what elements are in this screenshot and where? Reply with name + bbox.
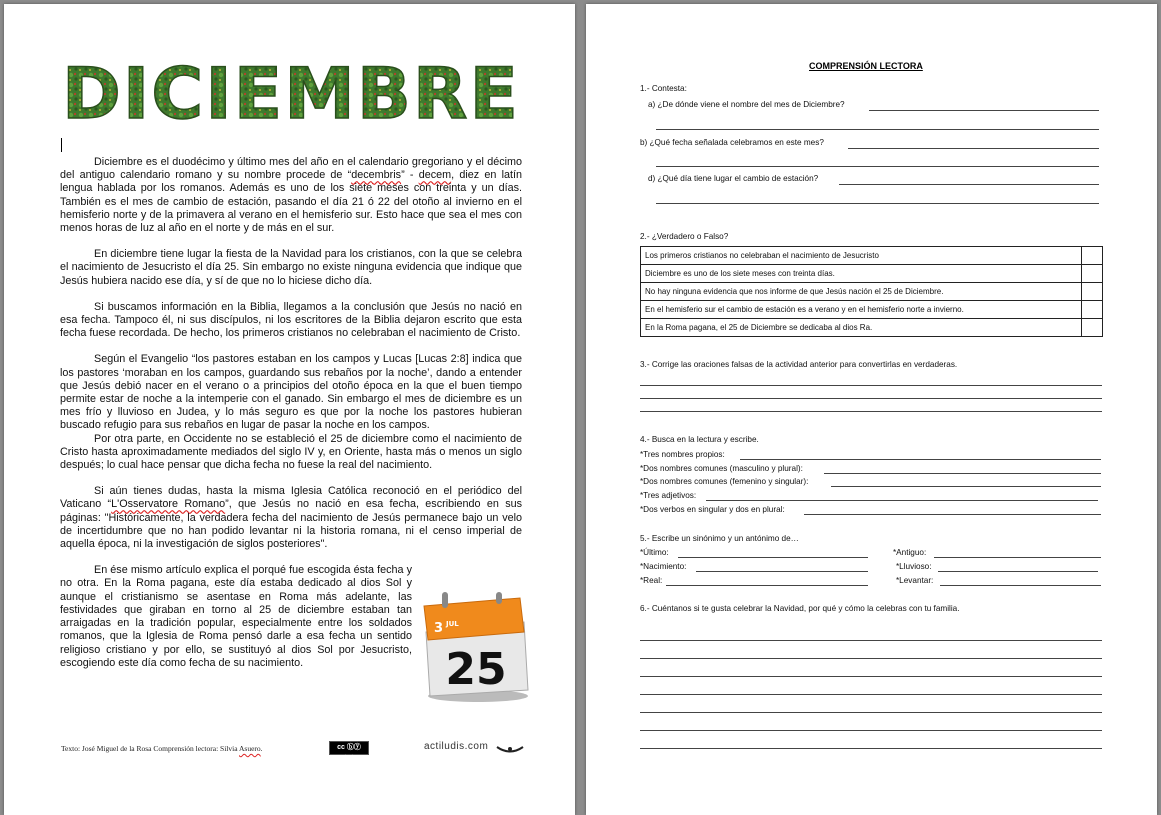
- q4-item: *Dos verbos en singular y dos en plural:: [640, 505, 785, 514]
- answer-line[interactable]: [640, 411, 1102, 412]
- q1-b: b) ¿Qué fecha señalada celebramos en este mes?: [640, 138, 824, 147]
- answer-line[interactable]: [740, 459, 1101, 460]
- q5-item: *Último:: [640, 548, 669, 557]
- title-text: DICIEMBRE: [62, 53, 520, 128]
- calendar-month-abbr: JUL: [446, 620, 459, 628]
- paragraph-6: Si aún tienes dudas, hasta la misma Iglesia Católica reconoció en el periódico del Vaticano “L'Osservatore Romano”, que Jesús no nació en esa fecha, escribiendo en sus páginas: "Históricamente, la verdadera fecha del nacimiento de Jesús permanece bajo un velo de incertidumbre que no han podido levantar ni la historia romana, ni el censo imperial de aquella época, ni la investigación de siglos posteriores".: [60, 485, 522, 551]
- paragraph-1: Diciembre es el duodécimo y último mes del año en el calendario gregoriano y el décimo del antiguo calendario romano y su nombre procede de “decembris” - decem, diez en latín lengua hablada por los romanos. Además es uno de los siete meses con treinta y un días. También es el mes de cambio de estación, pasando el día 21 ó 22 del otoño al invierno en el hemisferio norte y de la primavera al verano en el hemisferio sur. Esto hace que sea el mes con menos horas de luz al año en el norte y de más en el sur.: [60, 156, 522, 235]
- footer-credit: Texto: José Miguel de la Rosa Comprensión lectora: Silvia Asuero.: [61, 744, 263, 753]
- q5-item: *Nacimiento:: [640, 562, 687, 571]
- brand-label: actiludis.com: [424, 741, 489, 752]
- answer-line[interactable]: [938, 571, 1098, 572]
- statement-cell: En el hemisferio sur el cambio de estación es a verano y en el hemisferio norte a invierno.: [641, 301, 1082, 319]
- true-false-table: [640, 246, 1103, 337]
- answer-line[interactable]: [839, 184, 1099, 185]
- answer-line[interactable]: [656, 129, 1099, 130]
- q5-item: *Levantar:: [896, 576, 934, 585]
- statement-cell: Diciembre es uno de los siete meses con treinta días.: [641, 265, 1082, 283]
- answer-box[interactable]: [1082, 301, 1103, 319]
- answer-line[interactable]: [869, 110, 1099, 111]
- answer-line[interactable]: [848, 148, 1099, 149]
- page-right: [586, 4, 1157, 815]
- author-name: Asuero: [239, 744, 261, 753]
- paragraph-7: En ése mismo artículo explica el porqué fue escogida ésta fecha y no otra. En la Roma pagana, este día estaba dedicado al dios Sol y aunque el cristianismo se asentase en Roma más adelante, las festividades que giraban en torno al 25 de diciembre estaban tan arraigadas en la tradición popular, especialmente entre los soldados romanos, que la Iglesia de Roma pensó darle a esa fecha un sentido religioso cristiano y por ello, se sustituyó al dios Sol por Jesucristo, escogiendo este día como fecha de su nacimiento.: [60, 564, 412, 669]
- answer-line[interactable]: [706, 500, 1098, 501]
- statement-cell: Los primeros cristianos no celebraban el nacimiento de Jesucristo: [641, 247, 1082, 265]
- answer-line[interactable]: [640, 398, 1102, 399]
- text-cursor: [61, 138, 62, 152]
- brand-logo-icon: [496, 744, 524, 754]
- answer-line[interactable]: [656, 166, 1099, 167]
- answer-box[interactable]: [1082, 319, 1103, 337]
- answer-box[interactable]: [1082, 265, 1103, 283]
- title-banner: [58, 52, 524, 128]
- table-row: [641, 283, 1103, 301]
- q4-item: *Tres nombres propios:: [640, 450, 725, 459]
- statement-cell: No hay ninguna evidencia que nos informe de que Jesús nación el 25 de Diciembre.: [641, 283, 1082, 301]
- q4-item: *Tres adjetivos:: [640, 491, 697, 500]
- answer-line[interactable]: [696, 571, 868, 572]
- q5-item: *Lluvioso:: [896, 562, 932, 571]
- answer-line[interactable]: [934, 557, 1101, 558]
- q5-item: *Antiguo:: [893, 548, 927, 557]
- calendar-icon: [416, 592, 534, 704]
- spell-underline-word: decembris: [351, 169, 402, 182]
- answer-line[interactable]: [824, 473, 1101, 474]
- q1-d: d) ¿Qué día tiene lugar el cambio de estación?: [648, 174, 819, 183]
- answer-line[interactable]: [640, 640, 1102, 641]
- answer-line[interactable]: [640, 385, 1102, 386]
- q4-heading: 4.- Busca en la lectura y escribe.: [640, 435, 759, 444]
- table-row: [641, 265, 1103, 283]
- answer-line[interactable]: [831, 486, 1101, 487]
- q1-a: a) ¿De dónde viene el nombre del mes de Diciembre?: [648, 100, 845, 109]
- q3-heading: 3.- Corrige las oraciones falsas de la actividad anterior para convertirlas en verdaderas.: [640, 360, 958, 369]
- table-row: [641, 319, 1103, 337]
- answer-line[interactable]: [640, 694, 1102, 695]
- calendar-month-number: 3: [434, 621, 444, 636]
- paragraph-5: Por otra parte, en Occidente no se estableció el 25 de diciembre como el nacimiento de Cristo hasta aproximadamente mediados del siglo IV y, en Oriente, hasta más o menos un siglo después; lo cual hace pensar que dicha fecha no fuese la real del nacimiento.: [60, 432, 522, 472]
- calendar-day: 25: [445, 644, 507, 695]
- statement-cell: En la Roma pagana, el 25 de Diciembre se dedicaba al dios Ra.: [641, 319, 1082, 337]
- answer-line[interactable]: [678, 557, 868, 558]
- title-wreath-image: [58, 52, 524, 128]
- spell-underline-word: decem: [418, 169, 452, 182]
- spell-underline-word: L'Osservatore Romano: [111, 498, 226, 511]
- answer-line[interactable]: [666, 585, 868, 586]
- answer-line[interactable]: [640, 658, 1102, 659]
- worksheet-title: COMPRENSIÓN LECTORA: [809, 61, 923, 71]
- answer-line[interactable]: [640, 676, 1102, 677]
- creative-commons-icon: cc ⓑⓨ ⓢⓐ: [329, 741, 369, 755]
- answer-line[interactable]: [640, 730, 1102, 731]
- q5-item: *Real:: [640, 576, 663, 585]
- paragraph-3: Si buscamos información en la Biblia, llegamos a la conclusión que Jesús no nació en esa fecha. Tampoco él, ni sus discípulos, ni los escritores de la Biblia dejaron escrito que esta fecha fuese recordada. De hecho, los primeros cristianos no celebraban el nacimiento de Cristo.: [60, 300, 522, 340]
- answer-box[interactable]: [1082, 247, 1103, 265]
- page-left: [4, 4, 575, 815]
- answer-box[interactable]: [1082, 283, 1103, 301]
- q4-item: *Dos nombres comunes (femenino y singular):: [640, 477, 809, 486]
- paragraph-2: En diciembre tiene lugar la fiesta de la Navidad para los cristianos, con la que se celebra el nacimiento de Jesucristo el día 25. Sin embargo no existe ninguna evidencia que indique que Jesús hubiera nacido ese día, y sí de que no lo hiciese dicho día.: [60, 248, 522, 287]
- q6-heading: 6.- Cuéntanos si te gusta celebrar la Navidad, por qué y cómo la celebras con tu familia.: [640, 604, 960, 613]
- table-row: [641, 247, 1103, 265]
- table-row: [641, 301, 1103, 319]
- q1-heading: 1.- Contesta:: [640, 84, 687, 93]
- answer-line[interactable]: [640, 748, 1102, 749]
- q2-heading: 2.- ¿Verdadero o Falso?: [640, 232, 729, 241]
- answer-line[interactable]: [940, 585, 1101, 586]
- answer-line[interactable]: [656, 203, 1099, 204]
- answer-line[interactable]: [804, 514, 1101, 515]
- paragraph-4: Según el Evangelio “los pastores estaban en los campos y Lucas [Lucas 2:8] indica que los pastores ‘moraban en los campos, guardando sus rebaños por la noche’, dando a entender que Jesús debió nacer en el verano o a principios del otoño época en la que el buen tiempo permite estar de noche a la intemperie con el ganado. Sin embargo el mes de diciembre es un mes frío y lluvioso en Judea, y lo más seguro es que por la noche los pastores hubieran buscado refugio para sus rebaños en lugar de pasar la noche en los campos.: [60, 353, 522, 432]
- answer-line[interactable]: [640, 712, 1102, 713]
- q5-heading: 5.- Escribe un sinónimo y un antónimo de…: [640, 534, 799, 543]
- q4-item: *Dos nombres comunes (masculino y plural):: [640, 464, 803, 473]
